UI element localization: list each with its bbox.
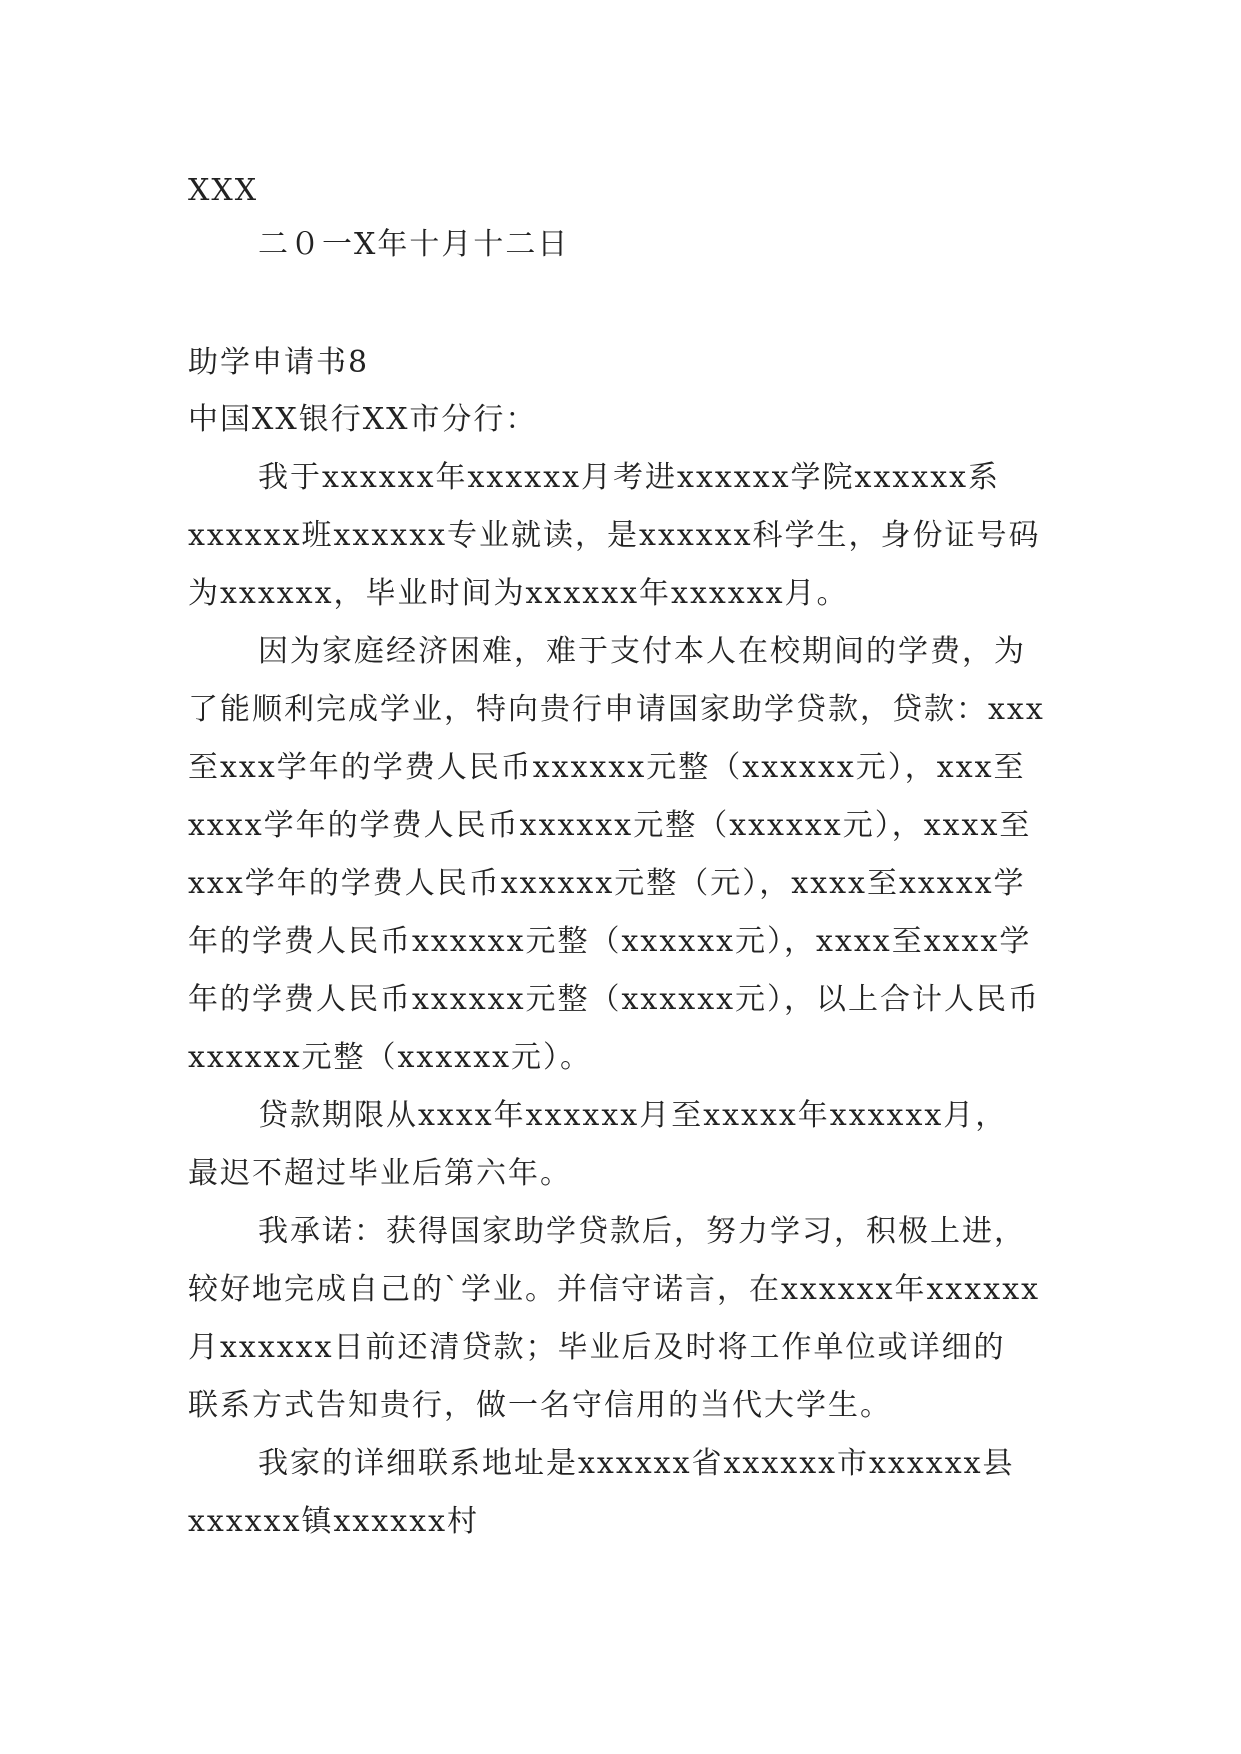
paragraph-line: 联系方式告知贵行，做一名守信用的当代大学生。 (188, 1388, 892, 1423)
paragraph-line: xxxxxx元整（xxxxxx元）。 (188, 1040, 593, 1075)
paragraph-line: xxxx学年的学费人民币xxxxxx元整（xxxxxx元），xxxx至 (188, 808, 1032, 843)
document-title: 助学申请书8 (188, 345, 370, 380)
paragraph-line: xxx学年的学费人民币xxxxxx元整（元），xxxx至xxxxx学 (188, 866, 1026, 901)
paragraph-line: 为xxxxxx，毕业时间为xxxxxx年xxxxxx月。 (188, 576, 849, 611)
paragraph-line: 月xxxxxx日前还清贷款；毕业后及时将工作单位或详细的 (188, 1330, 1006, 1365)
paragraph-line: 因为家庭经济困难，难于支付本人在校期间的学费，为 (258, 634, 1026, 669)
paragraph-line: 我于xxxxxx年xxxxxx月考进xxxxxx学院xxxxxx系 (258, 460, 1001, 495)
document-date: 二０一X年十月十二日 (258, 227, 570, 262)
paragraph-line: xxxxxx班xxxxxx专业就读，是xxxxxx科学生，身份证号码 (188, 518, 1041, 553)
salutation: 中国XX银行XX市分行： (188, 402, 538, 437)
paragraph-line: 较好地完成自己的`学业。并信守诺言，在xxxxxx年xxxxxx (188, 1272, 1041, 1307)
paragraph-line: 我家的详细联系地址是xxxxxx省xxxxxx市xxxxxx县 (258, 1446, 1015, 1481)
paragraph-line: 至xxx学年的学费人民币xxxxxx元整（xxxxxx元），xxx至 (188, 750, 1026, 785)
paragraph-line: 我承诺：获得国家助学贷款后，努力学习，积极上进， (258, 1214, 1026, 1249)
signature-name: XXX (188, 173, 259, 208)
paragraph-line: 年的学费人民币xxxxxx元整（xxxxxx元），以上合计人民币 (188, 982, 1041, 1017)
paragraph-line: 贷款期限从xxxx年xxxxxx月至xxxxx年xxxxxx月， (258, 1098, 1008, 1133)
paragraph-line: 了能顺利完成学业，特向贵行申请国家助学贷款，贷款：xxx (188, 692, 1045, 727)
paragraph-line: xxxxxx镇xxxxxx村 (188, 1504, 480, 1539)
paragraph-line: 年的学费人民币xxxxxx元整（xxxxxx元），xxxx至xxxx学 (188, 924, 1032, 959)
paragraph-line: 最迟不超过毕业后第六年。 (188, 1156, 572, 1191)
